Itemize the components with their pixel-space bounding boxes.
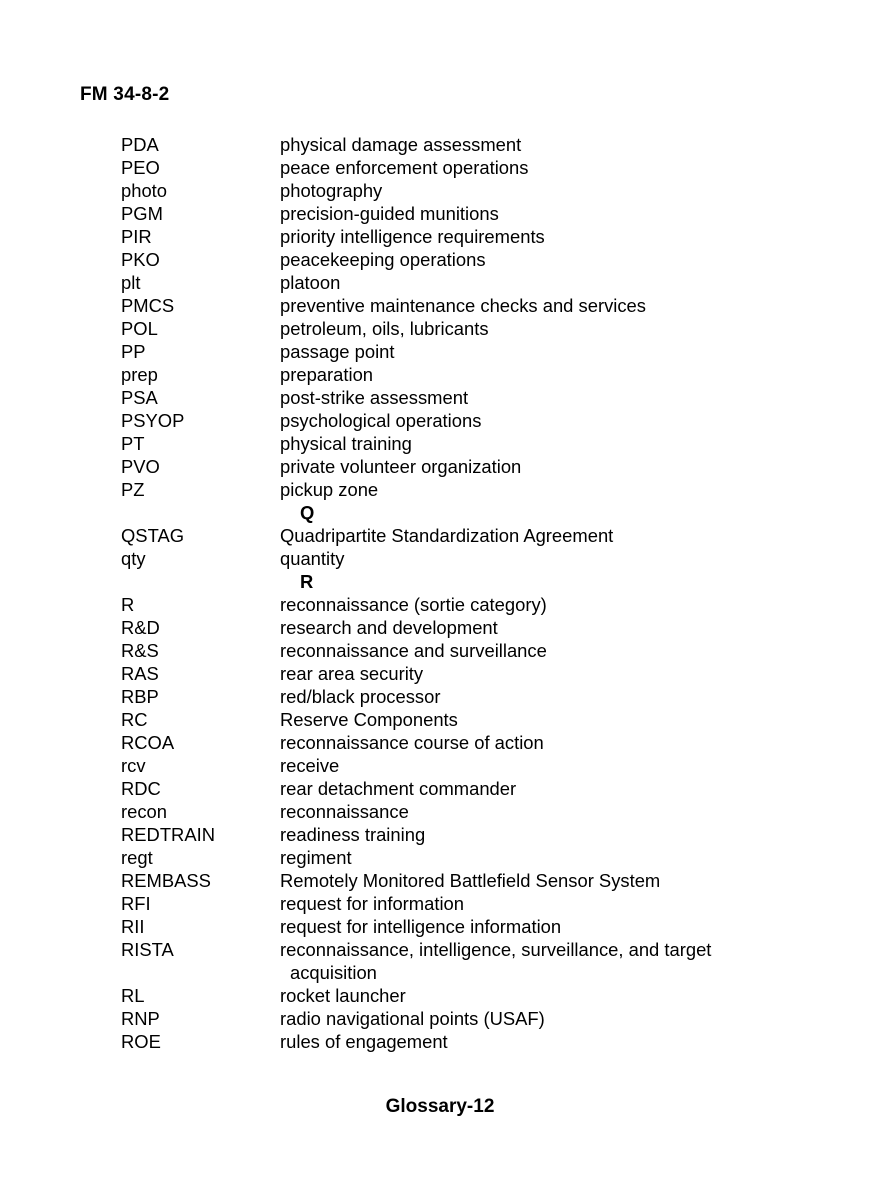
glossary-entry: [121, 386, 821, 409]
entry-abbreviation: PVO: [121, 456, 160, 477]
glossary-entry: [121, 800, 821, 823]
entry-definition: request for intelligence information: [280, 916, 562, 937]
entry-definition: reconnaissance (sortie category): [280, 594, 547, 615]
entry-definition: physical damage assessment: [280, 134, 522, 155]
entry-definition: receive: [280, 755, 340, 776]
entry-abbreviation: recon: [121, 801, 168, 822]
entry-definition: rocket launcher: [280, 985, 406, 1006]
glossary-entry: [121, 731, 821, 754]
glossary-entry: [121, 662, 821, 685]
entry-definition: Quadripartite Standardization Agreement: [280, 525, 614, 546]
entry-abbreviation: RISTA: [121, 939, 174, 960]
entry-abbreviation: plt: [121, 272, 141, 293]
entry-definition: post-strike assessment: [280, 387, 469, 408]
glossary-list: [121, 133, 821, 1053]
section-heading-q: [121, 501, 821, 524]
glossary-entry: [121, 202, 821, 225]
entry-abbreviation: regt: [121, 847, 153, 868]
entry-definition: passage point: [280, 341, 395, 362]
entry-definition: priority intelligence requirements: [280, 226, 545, 247]
document-id: FM 34-8-2: [80, 84, 170, 105]
glossary-entry: [121, 639, 821, 662]
entry-abbreviation: PDA: [121, 134, 159, 155]
entry-definition: platoon: [280, 272, 341, 293]
glossary-entry: [121, 478, 821, 501]
glossary-entry: [121, 363, 821, 386]
entry-definition: petroleum, oils, lubricants: [280, 318, 489, 339]
entry-definition: rear area security: [280, 663, 424, 684]
entry-abbreviation: PEO: [121, 157, 160, 178]
glossary-entry: [121, 409, 821, 432]
entry-abbreviation: PIR: [121, 226, 152, 247]
entry-definition: photography: [280, 180, 383, 201]
glossary-entry: [121, 455, 821, 478]
glossary-entry: [121, 685, 821, 708]
entry-definition: reconnaissance course of action: [280, 732, 544, 753]
entry-definition-continuation: acquisition: [290, 962, 377, 983]
entry-abbreviation: RAS: [121, 663, 159, 684]
glossary-entry: [121, 432, 821, 455]
glossary-entry: [121, 317, 821, 340]
entry-abbreviation: PSA: [121, 387, 158, 408]
glossary-entry: [121, 616, 821, 639]
glossary-entry: [121, 547, 821, 570]
entry-definition: red/black processor: [280, 686, 441, 707]
entry-abbreviation: RBP: [121, 686, 159, 707]
glossary-entry: [121, 133, 821, 156]
entry-definition: radio navigational points (USAF): [280, 1008, 545, 1029]
glossary-entry: [121, 1007, 821, 1030]
entry-definition: [280, 938, 821, 984]
entry-abbreviation: rcv: [121, 755, 146, 776]
entry-abbreviation: RNP: [121, 1008, 160, 1029]
entry-definition: precision-guided munitions: [280, 203, 499, 224]
entry-abbreviation: ROE: [121, 1031, 161, 1052]
entry-definition: regiment: [280, 847, 352, 868]
entry-abbreviation: RDC: [121, 778, 161, 799]
entry-definition: peace enforcement operations: [280, 157, 529, 178]
entry-abbreviation: photo: [121, 180, 168, 201]
entry-abbreviation: RCOA: [121, 732, 175, 753]
glossary-entry: [121, 179, 821, 202]
entry-definition: reconnaissance and surveillance: [280, 640, 547, 661]
glossary-entry: [121, 593, 821, 616]
glossary-entry: [121, 892, 821, 915]
entry-abbreviation: PP: [121, 341, 146, 362]
entry-definition: private volunteer organization: [280, 456, 522, 477]
entry-definition: psychological operations: [280, 410, 482, 431]
entry-definition: pickup zone: [280, 479, 379, 500]
entry-definition: rear detachment commander: [280, 778, 517, 799]
entry-definition: quantity: [280, 548, 345, 569]
glossary-entry: [121, 846, 821, 869]
entry-abbreviation: R: [121, 594, 135, 615]
glossary-entry: [121, 340, 821, 363]
entry-definition: reconnaissance: [280, 801, 409, 822]
section-letter: R: [300, 571, 314, 592]
glossary-entry: [121, 984, 821, 1007]
glossary-entry: [121, 754, 821, 777]
entry-abbreviation: PT: [121, 433, 145, 454]
entry-definition: Remotely Monitored Battlefield Sensor System: [280, 870, 661, 891]
entry-abbreviation: R&D: [121, 617, 160, 638]
entry-abbreviation: PZ: [121, 479, 145, 500]
section-heading-r: [121, 570, 821, 593]
entry-definition: request for information: [280, 893, 464, 914]
glossary-entry: [121, 248, 821, 271]
section-letter: Q: [300, 502, 315, 523]
entry-definition: research and development: [280, 617, 498, 638]
entry-definition-line: reconnaissance, intelligence, surveillance, and target: [280, 939, 712, 960]
entry-definition: physical training: [280, 433, 412, 454]
glossary-entry: [121, 524, 821, 547]
entry-abbreviation: RII: [121, 916, 145, 937]
entry-abbreviation: PKO: [121, 249, 160, 270]
entry-abbreviation: RC: [121, 709, 148, 730]
entry-abbreviation: R&S: [121, 640, 159, 661]
entry-abbreviation: PSYOP: [121, 410, 185, 431]
entry-abbreviation: prep: [121, 364, 158, 385]
glossary-entry: [121, 225, 821, 248]
glossary-entry: [121, 938, 821, 984]
glossary-entry: [121, 777, 821, 800]
entry-abbreviation: REDTRAIN: [121, 824, 216, 845]
glossary-entry: [121, 294, 821, 317]
entry-definition: readiness training: [280, 824, 426, 845]
entry-abbreviation: PMCS: [121, 295, 175, 316]
entry-abbreviation: PGM: [121, 203, 163, 224]
entry-abbreviation: qty: [121, 548, 146, 569]
entry-definition: rules of engagement: [280, 1031, 448, 1052]
page-number: Glossary-12: [385, 1096, 495, 1117]
entry-abbreviation: QSTAG: [121, 525, 185, 546]
glossary-entry: [121, 915, 821, 938]
entry-definition: Reserve Components: [280, 709, 458, 730]
entry-definition: preparation: [280, 364, 374, 385]
glossary-entry: [121, 869, 821, 892]
entry-abbreviation: POL: [121, 318, 158, 339]
glossary-entry: [121, 1030, 821, 1053]
glossary-entry: [121, 823, 821, 846]
glossary-entry: [121, 708, 821, 731]
entry-definition: peacekeeping operations: [280, 249, 486, 270]
glossary-entry: [121, 156, 821, 179]
entry-abbreviation: REMBASS: [121, 870, 211, 891]
entry-definition: preventive maintenance checks and services: [280, 295, 646, 316]
entry-abbreviation: RFI: [121, 893, 151, 914]
glossary-entry: [121, 271, 821, 294]
entry-abbreviation: RL: [121, 985, 145, 1006]
